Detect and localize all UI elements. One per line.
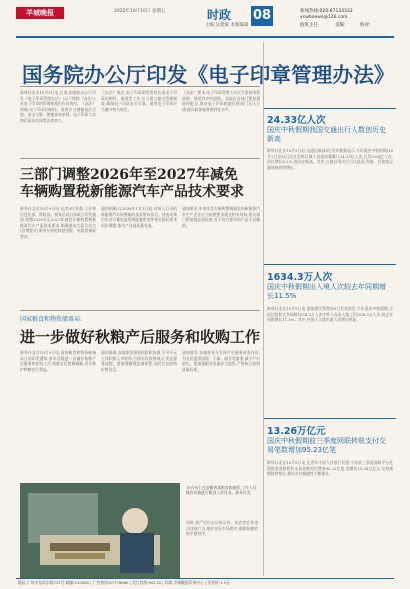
story2-body-col2: 通知明确,自2026年1月1日起,对纳入目录的新能源汽车按照新的技术要求执行。纯电动乘用车动力蓄电池系统能量密度等相关指标要求同步调整,推动产业高质量发展。 [101, 206, 177, 228]
meta-designer: 美编: [335, 23, 346, 28]
sidebar-item-3-body: 新华社北京10月9日电 记者从中国人民银行获悉,今年前三季度网联平台处理资金类跨机构交易笔数同比增加95.23亿笔,金额达13.26万亿元,交易规模持续增长,移动支付便捷性不断提升。 [267, 460, 393, 477]
page-number: 08 [251, 6, 273, 26]
story3-body-col2: 通知强调,各地要加强收购组织协调,引导多元主体积极入市收购,合理布设收购网点,优化服务流程。要加强粮情监测预警,及时发布收购价格信息。 [101, 350, 177, 372]
sidebar-item-3-number: 13.26万亿元 [267, 426, 326, 437]
email: ycwbnews@126.com [300, 15, 348, 20]
section-editor: 主编:吴建斌 本版编辑 [205, 23, 249, 28]
story3-body-col1: 新华社北京10月9日电 国家粮食和物资储备局日前印发通知,要求各地进一步做好秋粮产后服务和收购工作,保障农民售粮顺畅,切实维护种粮农民利益。 [20, 350, 96, 372]
news-photo [20, 483, 180, 579]
lead-body-col1: 新华社北京10月9日电 日前,国务院办公厅印发《电子印章管理办法》(以下简称《办法》),对电子印章的管理和使用作出规范。《办法》明确,电子印章的制作、使用应当遵循依法合规、安全可靠、便捷高效原则。电子印章与实物印章具有同等法律效力。 [20, 90, 96, 123]
story3-body-col4: 同时,要严厉打击压级压价、坑农害农等违法违规行为,维护良好市场秩序,确保秋粮收购平稳有序。 [186, 520, 258, 537]
sidebar-item-2-headline: 国庆中秋假期出入境人次较去年同期增长11.5% [267, 283, 386, 300]
story2-body-col1: 新华社北京10月9日电 记者9日获悉,工业和信息化部、财政部、税务总局日前联合印发通知,调整2026年至2027年减免车辆购置税新能源汽车产品技术要求,明确插电式混合动力(含增程式)乘用车纯电续驶里程、电耗等指标要求。 [20, 206, 96, 239]
photo-caption: 10月9日,在安徽省某粮食收储库,工作人员操作设备进行粮食入库作业。新华社发 [186, 485, 257, 496]
story3-kicker: 国家粮食和物资储备局: [20, 316, 83, 323]
masthead-logo: 羊城晚报 [16, 7, 64, 19]
lead-rule [20, 86, 260, 87]
story2-body-col3: 通知要求,申请享受车辆购置税减免的新能源汽车生产企业应当按照要求提交相关材料,相关部门将加强监督检查,对不符合要求的产品予以撤销。 [182, 206, 260, 228]
sidebar-item-2-number: 1634.3万人次 [267, 272, 333, 283]
sidebar-item-3-headline: 国庆中秋假期前三季度网联转账支付交易笔数增加95.23亿笔 [267, 437, 386, 454]
sidebar-rule-3 [264, 418, 396, 419]
story2-headline-line1: 三部门调整2026年至2027年减免 [20, 167, 238, 183]
sidebar-item-2-body: 新华社北京10月9日电 国家移民管理局9日发布消息,今年国庆中秋假期,全国边检机关共保障1634.3万人次中外人员出入境,日均204.3万人次,较去年同期增长11.5%。其中,外国人入境出境人次增长明显。 [267, 306, 393, 323]
lead-body-col3: 《办法》要求,电子印章管理工作应当坚持统筹协调、规范有序的原则。各地区各部门要加强协同配合,推动电子印章跨地区跨部门互认互通,提升政务服务便利化水平。 [182, 90, 260, 112]
sidebar-item-1-body: 新华社北京10月9日电 交通运输部9日发布数据显示,今年国庆中秋假期(10月1日至8日)全社会跨区域人员流动量累计24.33亿人次,日均3.04亿人次,同比增长6.2%,创历史新高。其中,公路自驾出行占比最高,铁路、民航客运量保持较快增长。 [267, 148, 393, 170]
sidebar-item-1-headline: 国庆中秋假期我国交通出行人数创历史新高 [267, 126, 386, 143]
story3-headline: 进一步做好秋粮产后服务和收购工作 [20, 328, 261, 346]
meta-proofreader: 校对: [360, 23, 371, 28]
story3-rule [20, 310, 260, 311]
lead-headline: 国务院办公厅印发《电子印章管理办法》 [22, 63, 395, 87]
story2-headline-line2: 车辆购置税新能源汽车产品技术要求 [20, 184, 244, 200]
section-title: 时政 [207, 8, 232, 22]
photo-illustration [20, 483, 180, 579]
sidebar-rule-1 [264, 108, 396, 109]
hotline: 新闻热线:020-87133333 [300, 9, 353, 14]
footer-info: 地址:广州市东风东路733号 邮编:510085 | 广告热线:87776666 | 发行热线:96118 | 印刷:羊城晚报印务中心 | 零售价:1.5元 [18, 580, 230, 585]
issue-date: 2025年10月10日 星期五 [114, 9, 166, 14]
sidebar-item-1-number: 24.33亿人次 [267, 115, 326, 126]
sidebar-rule-2 [264, 264, 396, 265]
header-rule [16, 36, 394, 38]
column-divider [263, 42, 264, 576]
meta-editor: 值班主任 [300, 23, 318, 28]
footer-rule [16, 578, 394, 579]
story3-body-col3: 通知要求,各地要充分发挥产后服务体系作用,为农民提供清理、干燥、储存等服务,减少产后损失。要加强粮食质量安全监管,严格执行收购质量标准。 [182, 350, 260, 372]
story2-rule [20, 158, 260, 159]
lead-body-col2: 《办法》规定,电子印章制发机构负责电子印章的制作、备案等工作,应当建立健全管理制度,确保电子印章安全可靠。使用电子印章应当遵守相关规定。 [101, 90, 177, 112]
